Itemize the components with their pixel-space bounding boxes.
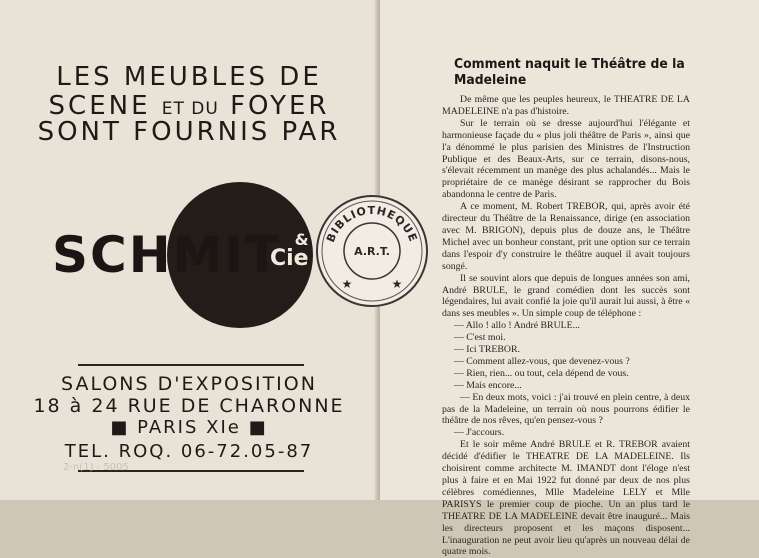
article-heading: Comment naquit le Théâtre de la Madeleine <box>454 56 685 88</box>
article-body <box>442 94 690 558</box>
divider-top <box>78 364 304 366</box>
dialogue-line: — C'est moi. <box>454 332 506 344</box>
address-line-4: TEL. ROQ. 06-72.05-87 <box>64 441 314 462</box>
address-line-2: 18 à 24 RUE DE CHARONNE <box>33 395 345 417</box>
dialogue-line: — J'accours. <box>454 427 505 439</box>
star-right-icon: ★ <box>391 277 403 291</box>
address-line-1: SALONS D'EXPOSITION <box>61 373 317 395</box>
brand-name: SCHMIT <box>52 226 282 284</box>
address-line-3: ■ PARIS XIe ■ <box>110 417 268 438</box>
dialogue-line: — En deux mots, voici : j'ai trouvé en plein centre, à deux pas de la Madeleine, un terrain où nous pourrons édifier le théâtre de nos rêves, qu'en pensez-vous ? <box>442 391 690 427</box>
dialogue-line: — Comment allez-vous, que devenez-vous ? <box>454 355 630 367</box>
star-left-icon: ★ <box>341 277 353 291</box>
dialogue-line: — Rien, rien... ou tout, cela dépend de vous. <box>454 367 629 379</box>
stamp-center-text: A.R.T. <box>354 245 390 258</box>
brand-suffix: & Cie <box>270 230 309 271</box>
paragraph-2: Sur le terrain où se dresse aujourd'hui l'élégante et harmonieuse façade du « plus joli théâtre de Paris », ainsi que l'a dénommé le plus parisien des Ministres de l'Instruction Publique et des Beaux-Arts, sur ce terrain, disons-nous, s'élevait récemment un manège des plus achalandés... Mais le propriétaire de ce manège désirant se rapprocher du Bois abandonna le centre de Paris. <box>442 117 690 201</box>
stamp-top-text: BIBLIOTHEQUE <box>324 203 420 245</box>
ad-line-3: SONT FOURNIS PAR <box>37 117 341 147</box>
dialogue-line: — Allo ! allo ! André BRULE... <box>454 320 580 332</box>
library-stamp <box>313 192 431 310</box>
closing-paragraph: Et le soir même André BRULE et R. TREBOR avaient décidé d'édifier le THEATRE DE LA MADELEINE. Ils choisirent comme architecte M. IMANDT dont l'éloge n'est plus à faire et en Mai 1922 fut donné par deux de nos plus célèbres comédiennes, Mlle Madeleine LELY et Mlle PARISYS le premier coup de pioche. Un an plus tard le THEATRE DE LA MADELEINE devait être inauguré... Mais les directeurs proposent et les maçons disposent... L'inauguration ne peut avoir lieu qu'après un nouveau délai de quatre mois. <box>442 439 690 558</box>
dialogue-line: — Ici TREBOR. <box>454 344 520 356</box>
paragraph-1: De même que les peuples heureux, le THEATRE DE LA MADELEINE n'a pas d'histoire. <box>442 94 690 117</box>
paragraph-4: Il se souvint alors que depuis de longues années son ami, André BRULE, le grand comédien dont les succès sont légendaires, lui avait confié la joie qu'il aurait lui aussi, à être « dans ses meubles ». Un simple coup de téléphone : <box>442 272 690 320</box>
paragraph-3: A ce moment, M. Robert TREBOR, qui, après avoir été directeur du Théâtre de la Renaissance, dirige (en association avec M. BRIGON), depuis plus de douze ans, le Théâtre Michel avec un bonheur constant, prit une option sur ce terrain dans l'espoir d'y construire le théâtre auquel il avait toujours songé. <box>442 201 690 272</box>
dialogue-line: — Mais encore... <box>454 379 522 391</box>
ad-line-1: LES MEUBLES DE <box>56 62 322 92</box>
ad-line-2: SCENE ET DU FOYER <box>48 91 330 121</box>
pencil-note: 2-n(1) - 5005 <box>63 462 129 473</box>
